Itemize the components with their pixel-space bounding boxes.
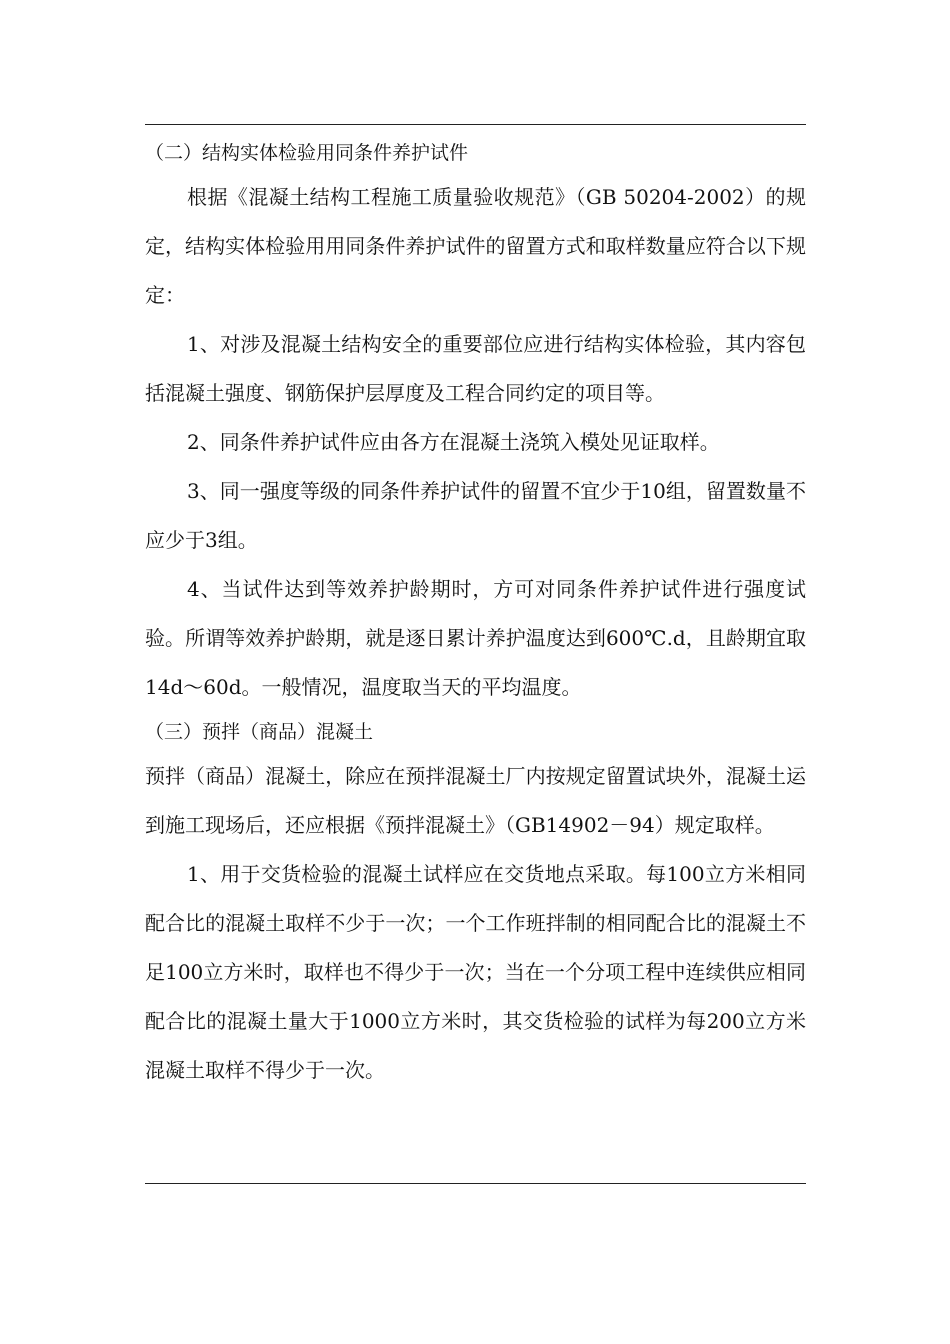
section-2-item-4: 4、当试件达到等效养护龄期时，方可对同条件养护试件进行强度试验。所谓等效养护龄期，就是逐日累计养护温度达到600℃.d，且龄期宜取14d～60d。一般情况，温度取当天的平均温度。 [145,577,806,699]
header-rule [145,124,806,125]
footer-rule [145,1183,806,1184]
section-heading-3: （三）预拌（商品）混凝土 [145,721,374,743]
document-body [145,133,806,1095]
section-3-intro: 预拌（商品）混凝土，除应在预拌混凝土厂内按规定留置试块外，混凝土运到施工现场后，还应根据《预拌混凝土》（GB14902－94）规定取样。 [145,764,806,837]
section-2-item-3: 3、同一强度等级的同条件养护试件的留置不宜少于10组，留置数量不应少于3组。 [145,479,806,552]
section-2-intro: 根据《混凝土结构工程施工质量验收规范》（GB 50204-2002）的规定，结构实体检验用用同条件养护试件的留置方式和取样数量应符合以下规定： [145,185,806,307]
section-heading-2: （二）结构实体检验用同条件养护试件 [145,142,469,164]
section-2-item-1: 1、对涉及混凝土结构安全的重要部位应进行结构实体检验，其内容包括混凝土强度、钢筋保护层厚度及工程合同约定的项目等。 [145,332,806,405]
section-2-item-2: 2、同条件养护试件应由各方在混凝土浇筑入模处见证取样。 [187,430,720,454]
section-3-item-1: 1、用于交货检验的混凝土试样应在交货地点采取。每100立方米相同配合比的混凝土取样不少于一次；一个工作班拌制的相同配合比的混凝土不足100立方米时，取样也不得少于一次；当在一个分项工程中连续供应相同配合比的混凝土量大于1000立方米时，其交货检验的试样为每200立方米混凝土取样不得少于一次。 [145,862,806,1082]
